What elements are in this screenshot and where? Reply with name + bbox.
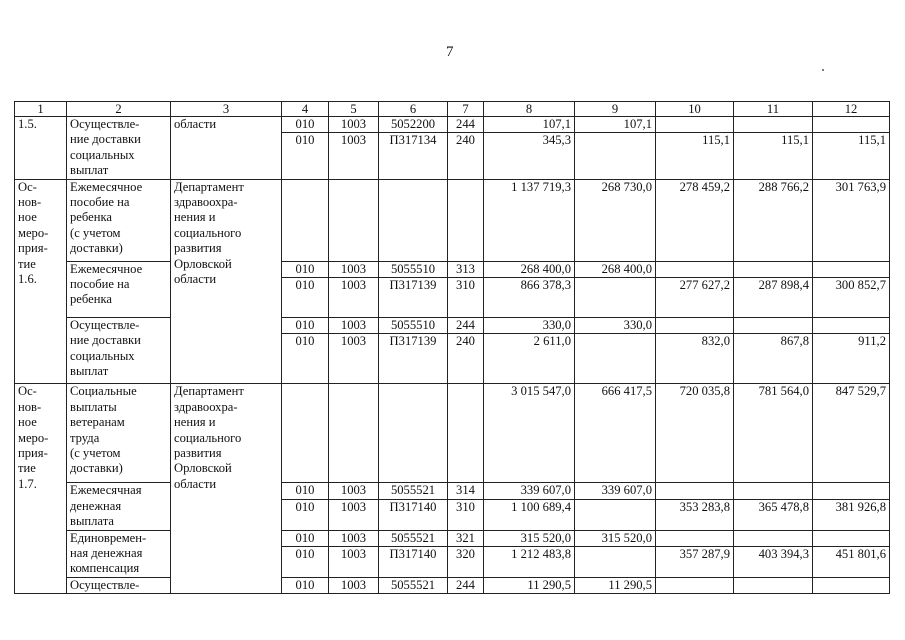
code-vr: 240 (448, 334, 484, 384)
year-2015: 357 287,9 (656, 547, 734, 578)
table-row (15, 384, 890, 483)
code-rzpr: 1003 (329, 318, 379, 334)
code-vr: 320 (448, 547, 484, 578)
code-rzpr (329, 384, 379, 483)
header-cell: 4 (282, 102, 329, 117)
code-vr: 310 (448, 500, 484, 531)
code-grbs: 010 (282, 577, 329, 593)
total-value: 3 015 547,0 (484, 384, 575, 483)
table-row (15, 117, 890, 133)
code-csr (379, 384, 448, 483)
year-2015: 277 627,2 (656, 278, 734, 318)
header-row (15, 102, 890, 117)
measure-name: Осуществле- ние доставки социальных выплат (67, 117, 171, 180)
year-2017: 847 529,7 (813, 384, 890, 483)
year-2014 (575, 133, 656, 179)
total-value: 268 400,0 (484, 261, 575, 277)
code-rzpr (329, 179, 379, 261)
code-grbs: 010 (282, 133, 329, 179)
code-grbs (282, 179, 329, 261)
table-row (15, 483, 890, 500)
table-row (15, 179, 890, 261)
year-2017 (813, 483, 890, 500)
code-csr: П317134 (379, 133, 448, 179)
year-2015 (656, 483, 734, 500)
code-csr: 5055510 (379, 261, 448, 277)
year-2014 (575, 334, 656, 384)
year-2014: 268 400,0 (575, 261, 656, 277)
year-2017: 911,2 (813, 334, 890, 384)
code-csr: 5055510 (379, 318, 448, 334)
year-2017 (813, 261, 890, 277)
total-value: 345,3 (484, 133, 575, 179)
year-2017 (813, 117, 890, 133)
year-2016 (734, 483, 813, 500)
measure-name: Ежемесячное пособие на ребенка (с учетом доставки) (67, 179, 171, 261)
year-2014: 107,1 (575, 117, 656, 133)
code-csr: 5055521 (379, 483, 448, 500)
executor: Департамент здравоохра- нения и социального развития Орловской области (171, 179, 282, 384)
scan-speck (822, 69, 824, 71)
year-2016: 115,1 (734, 133, 813, 179)
header-cell: 3 (171, 102, 282, 117)
year-2015 (656, 530, 734, 547)
code-vr: 244 (448, 318, 484, 334)
year-2017: 381 926,8 (813, 500, 890, 531)
code-rzpr: 1003 (329, 483, 379, 500)
year-2016: 288 766,2 (734, 179, 813, 261)
year-2016 (734, 318, 813, 334)
code-vr: 244 (448, 117, 484, 133)
code-grbs: 010 (282, 261, 329, 277)
code-csr: 5055521 (379, 577, 448, 593)
code-csr: П317139 (379, 334, 448, 384)
year-2017 (813, 318, 890, 334)
header-cell: 2 (67, 102, 171, 117)
total-value: 315 520,0 (484, 530, 575, 547)
code-rzpr: 1003 (329, 500, 379, 531)
executor: Департамент здравоохра- нения и социального развития Орловской области (171, 384, 282, 594)
year-2014 (575, 278, 656, 318)
year-2014 (575, 547, 656, 578)
year-2014: 330,0 (575, 318, 656, 334)
measure-name: Единовремен- ная денежная компенсация (67, 530, 171, 577)
code-rzpr: 1003 (329, 547, 379, 578)
code-vr: 240 (448, 133, 484, 179)
executor: области (171, 117, 282, 180)
code-grbs: 010 (282, 530, 329, 547)
total-value: 1 212 483,8 (484, 547, 575, 578)
code-grbs: 010 (282, 334, 329, 384)
code-csr: 5052200 (379, 117, 448, 133)
year-2015 (656, 117, 734, 133)
header-cell: 8 (484, 102, 575, 117)
year-2014: 268 730,0 (575, 179, 656, 261)
year-2016: 287 898,4 (734, 278, 813, 318)
year-2016: 867,8 (734, 334, 813, 384)
year-2015 (656, 318, 734, 334)
year-2014: 11 290,5 (575, 577, 656, 593)
total-value: 107,1 (484, 117, 575, 133)
header-cell: 6 (379, 102, 448, 117)
page-number: 7 (446, 44, 454, 60)
measure-number: 1.5. (15, 117, 67, 180)
year-2017: 451 801,6 (813, 547, 890, 578)
code-rzpr: 1003 (329, 117, 379, 133)
code-vr (448, 179, 484, 261)
code-vr: 314 (448, 483, 484, 500)
year-2016 (734, 261, 813, 277)
year-2014 (575, 500, 656, 531)
code-grbs: 010 (282, 547, 329, 578)
code-rzpr: 1003 (329, 577, 379, 593)
header-cell: 10 (656, 102, 734, 117)
year-2016 (734, 530, 813, 547)
year-2017: 301 763,9 (813, 179, 890, 261)
code-rzpr: 1003 (329, 530, 379, 547)
total-value: 2 611,0 (484, 334, 575, 384)
measure-name: Ежемесячная денежная выплата (67, 483, 171, 530)
year-2014: 339 607,0 (575, 483, 656, 500)
measure-name: Ежемесячное пособие на ребенка (67, 261, 171, 317)
year-2017: 115,1 (813, 133, 890, 179)
code-vr: 321 (448, 530, 484, 547)
measure-number: Ос- нов- ное меро- прия- тие 1.7. (15, 384, 67, 594)
header-cell: 9 (575, 102, 656, 117)
code-grbs: 010 (282, 318, 329, 334)
year-2014: 315 520,0 (575, 530, 656, 547)
code-vr (448, 384, 484, 483)
code-csr: 5055521 (379, 530, 448, 547)
year-2015: 115,1 (656, 133, 734, 179)
measure-name: Осуществле- ние доставки социальных выплат (67, 318, 171, 384)
table-row (15, 261, 890, 277)
code-vr: 244 (448, 577, 484, 593)
year-2015 (656, 577, 734, 593)
measure-number: Ос- нов- ное меро- прия- тие 1.6. (15, 179, 67, 384)
year-2016 (734, 577, 813, 593)
year-2016: 781 564,0 (734, 384, 813, 483)
total-value: 1 100 689,4 (484, 500, 575, 531)
total-value: 11 290,5 (484, 577, 575, 593)
header-cell: 5 (329, 102, 379, 117)
year-2016: 365 478,8 (734, 500, 813, 531)
code-grbs (282, 384, 329, 483)
year-2017 (813, 530, 890, 547)
code-csr: П317140 (379, 500, 448, 531)
year-2015 (656, 261, 734, 277)
header-cell: 1 (15, 102, 67, 117)
code-rzpr: 1003 (329, 334, 379, 384)
year-2016 (734, 117, 813, 133)
measure-name: Осуществле- (67, 577, 171, 593)
year-2015: 832,0 (656, 334, 734, 384)
total-value: 330,0 (484, 318, 575, 334)
code-csr (379, 179, 448, 261)
code-grbs: 010 (282, 500, 329, 531)
year-2016: 403 394,3 (734, 547, 813, 578)
code-grbs: 010 (282, 117, 329, 133)
year-2015: 353 283,8 (656, 500, 734, 531)
year-2017: 300 852,7 (813, 278, 890, 318)
header-cell: 11 (734, 102, 813, 117)
header-cell: 12 (813, 102, 890, 117)
header-cell: 7 (448, 102, 484, 117)
table-row (15, 577, 890, 593)
year-2017 (813, 577, 890, 593)
table-row (15, 318, 890, 334)
budget-table (14, 101, 890, 594)
code-vr: 310 (448, 278, 484, 318)
code-rzpr: 1003 (329, 261, 379, 277)
code-grbs: 010 (282, 483, 329, 500)
year-2015: 720 035,8 (656, 384, 734, 483)
code-vr: 313 (448, 261, 484, 277)
measure-name: Социальные выплаты ветеранам труда (с учетом доставки) (67, 384, 171, 483)
code-csr: П317140 (379, 547, 448, 578)
code-rzpr: 1003 (329, 278, 379, 318)
total-value: 1 137 719,3 (484, 179, 575, 261)
code-csr: П317139 (379, 278, 448, 318)
code-rzpr: 1003 (329, 133, 379, 179)
table-row (15, 530, 890, 547)
year-2015: 278 459,2 (656, 179, 734, 261)
total-value: 866 378,3 (484, 278, 575, 318)
total-value: 339 607,0 (484, 483, 575, 500)
year-2014: 666 417,5 (575, 384, 656, 483)
code-grbs: 010 (282, 278, 329, 318)
